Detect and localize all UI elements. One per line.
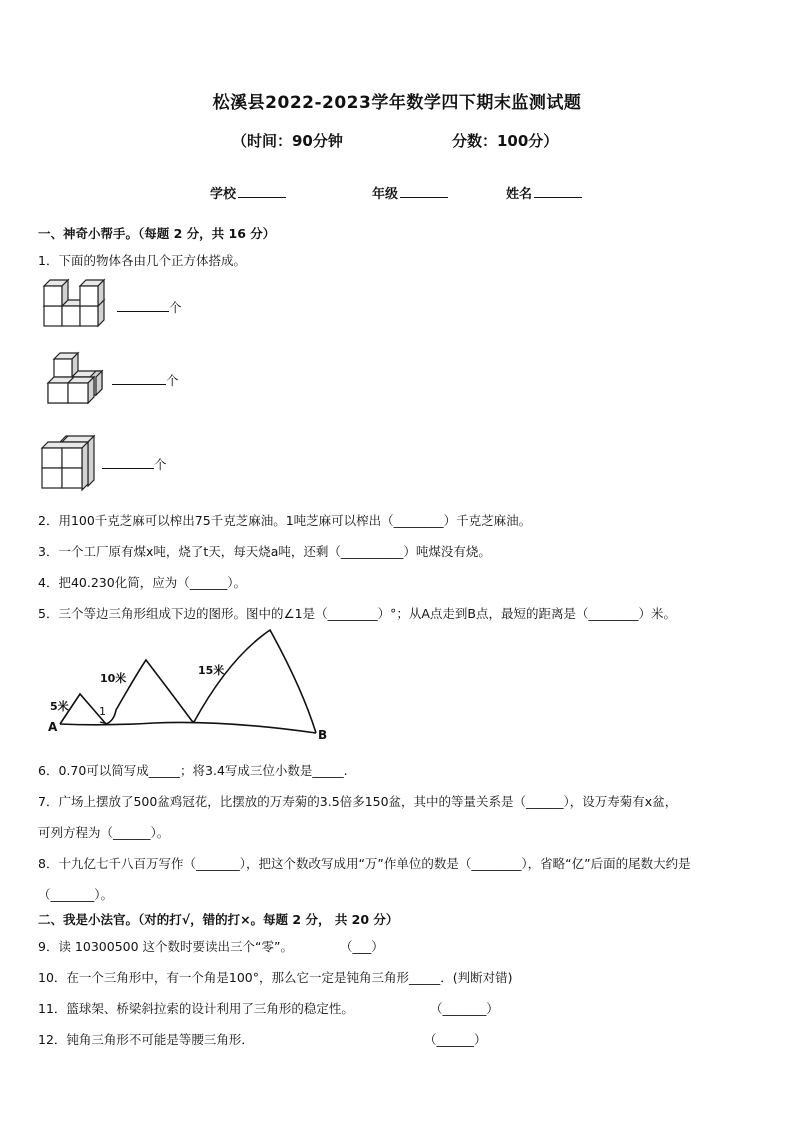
question-12-bracket[interactable]: （______） bbox=[424, 1032, 487, 1047]
name-field[interactable] bbox=[506, 183, 582, 202]
cube-answer-c[interactable] bbox=[102, 455, 167, 473]
cube-answer-a[interactable] bbox=[117, 298, 182, 316]
question-8-line2: （_______）。 bbox=[38, 887, 114, 902]
page-title: 松溪县2022-2023学年数学四下期末监测试题 bbox=[212, 93, 582, 113]
grade-line bbox=[400, 185, 448, 198]
question-6: 6．0.70可以简写成_____；将3.4写成三位小数是_____. bbox=[38, 763, 348, 778]
question-11-bracket[interactable]: （_______） bbox=[430, 1001, 499, 1016]
name-label: 姓名 bbox=[506, 187, 533, 202]
question-9-bracket[interactable]: （___） bbox=[340, 939, 384, 954]
section1-heading: 一、神奇小帮手。（每题 2 分，共 16 分） bbox=[38, 226, 276, 241]
question-7-line1: 7．广场上摆放了500盆鸡冠花，比摆放的万寿菊的3.5倍多150盆，其中的等量关系是（______），设万寿菊有x盆， bbox=[38, 794, 678, 809]
base-curve bbox=[60, 722, 316, 733]
school-label: 学校 bbox=[210, 187, 237, 202]
unit-label: 个 bbox=[169, 300, 182, 315]
question-7-line2: 可列方程为（______）。 bbox=[38, 825, 170, 840]
school-field[interactable] bbox=[210, 183, 286, 202]
answer-line bbox=[112, 372, 166, 385]
answer-line bbox=[117, 299, 169, 312]
cube-answer-b[interactable] bbox=[112, 371, 179, 389]
triangle-figure bbox=[44, 628, 344, 746]
cube-figure-b bbox=[44, 349, 108, 409]
grade-label: 年级 bbox=[372, 187, 399, 202]
label-point-b: B bbox=[318, 728, 328, 742]
question-11: 11．篮球架、桥梁斜拉索的设计利用了三角形的稳定性。 bbox=[38, 1001, 354, 1016]
school-line bbox=[238, 185, 286, 198]
question-4: 4．把40.230化简，应为（______）。 bbox=[38, 575, 246, 590]
name-line bbox=[534, 185, 582, 198]
question-9: 9．读 10300500 这个数时要读出三个“零”。 bbox=[38, 939, 293, 954]
question-8-line1: 8．十九亿七千八百万写作（_______），把这个数改写成用“万”作单位的数是（________），省略“亿”后面的尾数大约是 bbox=[38, 856, 691, 871]
question-10: 10．在一个三角形中，有一个角是100°，那么它一定是钝角三角形_____．(判断对错) bbox=[38, 970, 513, 985]
cube-figure-c bbox=[40, 434, 100, 492]
label-point-a: A bbox=[48, 720, 58, 734]
unit-label: 个 bbox=[166, 373, 179, 388]
label-angle-1: 1 bbox=[99, 705, 106, 718]
label-10m: 10米 bbox=[100, 672, 127, 685]
label-5m: 5米 bbox=[50, 700, 69, 713]
answer-line bbox=[102, 456, 154, 469]
exam-time: （时间：90分钟 bbox=[232, 132, 343, 150]
question-1: 1．下面的物体各由几个正方体搭成。 bbox=[38, 253, 246, 268]
unit-label: 个 bbox=[154, 457, 167, 472]
cube-figure-a bbox=[40, 280, 112, 330]
exam-score: 分数：100分） bbox=[452, 132, 559, 150]
question-3: 3．一个工厂原有煤x吨，烧了t天，每天烧a吨，还剩（__________）吨煤没有烧。 bbox=[38, 544, 491, 559]
question-5: 5．三个等边三角形组成下边的图形。图中的∠1是（________）°；从A点走到B点，最短的距离是（________）米。 bbox=[38, 606, 676, 621]
label-15m: 15米 bbox=[198, 664, 225, 677]
question-12: 12．钝角三角形不可能是等腰三角形． bbox=[38, 1032, 254, 1047]
section2-heading: 二、我是小法官。（对的打√，错的打×。每题 2 分， 共 20 分） bbox=[38, 912, 399, 927]
question-2: 2．用100千克芝麻可以榨出75千克芝麻油。1吨芝麻可以榨出（________）千克芝麻油。 bbox=[38, 513, 532, 528]
grade-field[interactable] bbox=[372, 183, 448, 202]
